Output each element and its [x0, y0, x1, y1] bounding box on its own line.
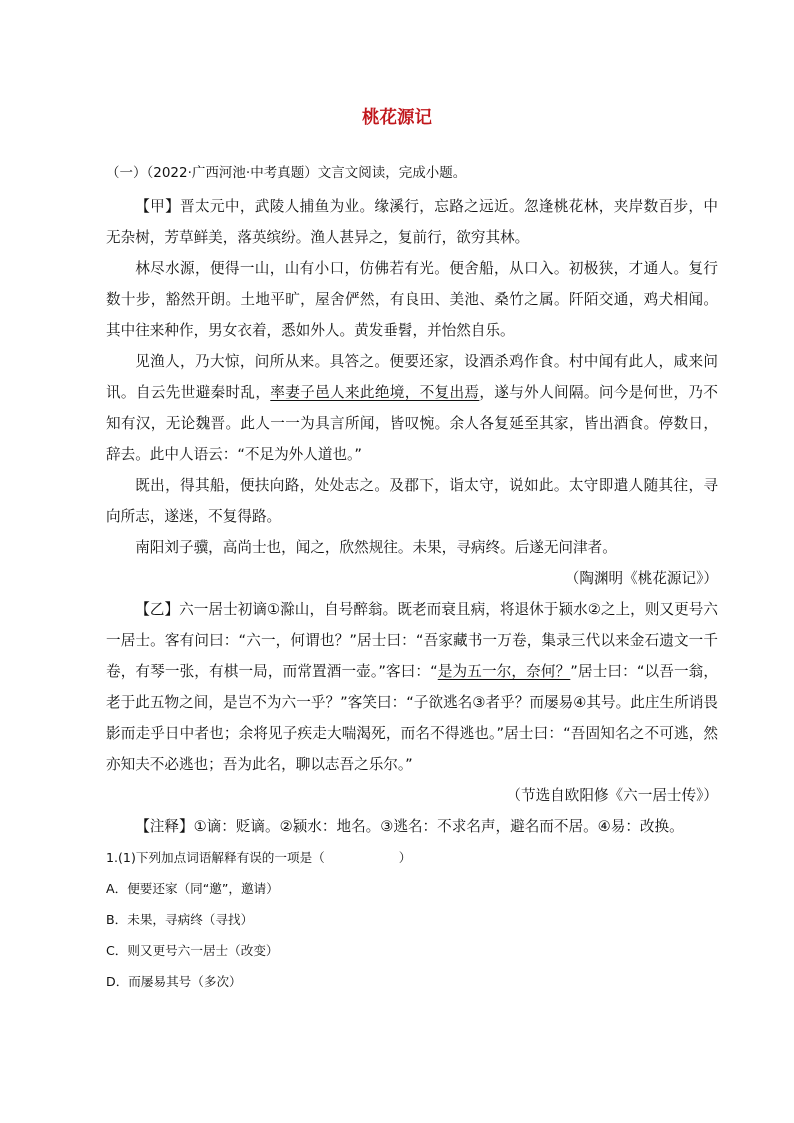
jia-paragraph-5: 南阳刘子骥，高尚士也，闻之，欣然规往。未果，寻病终。后遂无问津者。 — [135, 539, 617, 556]
option-d: D．而屡易其号（多次） — [106, 974, 242, 989]
underlined-sentence: 是为五一尔，奈何？ — [437, 663, 571, 680]
option-c: C．则又更号六一居士（改变） — [106, 943, 279, 958]
document-body — [106, 160, 718, 997]
yi-label: 【乙】 — [135, 601, 180, 618]
document-title: 桃花源记 — [362, 108, 432, 128]
annotation-note: 【注释】①谪：贬谪。②颍水：地名。③逃名：不求名声，避名而不居。④易：改换。 — [135, 818, 684, 835]
yi-source: （节选自欧阳修《六一居士传》） — [506, 787, 718, 804]
jia-label: 【甲】 — [135, 198, 181, 215]
jia-paragraph-1: 【甲】晋太元中，武陵人捕鱼为业。缘溪行，忘路之远近。忽逢桃花林，夹岸数百步，中无杂树，芳草鲜美，落英缤纷。渔人甚异之，复前行，欲穷其林。 — [106, 198, 718, 246]
yi-paragraph: 【乙】六一居士初谪①滁山，自号醉翁。既老而衰且病，将退休于颍水②之上，则又更号六一居士。客有问曰：“六一，何谓也？”居士曰：“吾家藏书一万卷，集录三代以来金石遗文一千卷，有琴一张，有棋一局，而常置酒一壶。”客曰：“是为五一尔，奈何？”居士曰：“以吾一翁，老于此五物之间，是岂不为六一乎？”客笑曰：“子欲逃名③者乎？而屡易④其号。此庄生所诮畏影而走乎日中者也；余将见子疾走大喘渴死，而名不得逃也。”居士曰：“吾固知名之不可逃，然亦知夫不必逃也；吾为此名，聊以志吾之乐尔。” — [106, 601, 718, 773]
jia-paragraph-2: 林尽水源，便得一山，山有小口，仿佛若有光。便舍船，从口入。初极狭，才通人。复行数十步，豁然开朗。土地平旷，屋舍俨然，有良田、美池、桑竹之属。阡陌交通，鸡犬相闻。其中往来种作，男女衣着，悉如外人。黄发垂髫，并怡然自乐。 — [106, 260, 718, 339]
underlined-sentence: 率妻子邑人来此绝境，不复出焉 — [270, 384, 480, 401]
option-b: B．未果，寻病终（寻找） — [106, 912, 254, 927]
question-stem: 1.(1)下列加点词语解释有误的一项是（ ） — [106, 850, 412, 865]
jia-source: （陶渊明《桃花源记》） — [564, 570, 718, 587]
jia-paragraph-4: 既出，得其船，便扶向路，处处志之。及郡下，诣太守，说如此。太守即遣人随其往，寻向所志，遂迷，不复得路。 — [106, 477, 718, 525]
section-intro: （一）（2022·广西河池·中考真题）文言文阅读，完成小题。 — [106, 165, 467, 181]
jia-paragraph-3: 见渔人，乃大惊，问所从来。具答之。便要还家，设酒杀鸡作食。村中闻有此人，咸来问讯。自云先世避秦时乱，率妻子邑人来此绝境，不复出焉，遂与外人间隔。问今是何世，乃不知有汉，无论魏晋。此人一一为具言所闻，皆叹惋。余人各复延至其家，皆出酒食。停数日，辞去。此中人语云：“不足为外人道也。” — [106, 353, 718, 463]
option-a: A．便要还家（同“邀”，邀请） — [106, 881, 279, 896]
